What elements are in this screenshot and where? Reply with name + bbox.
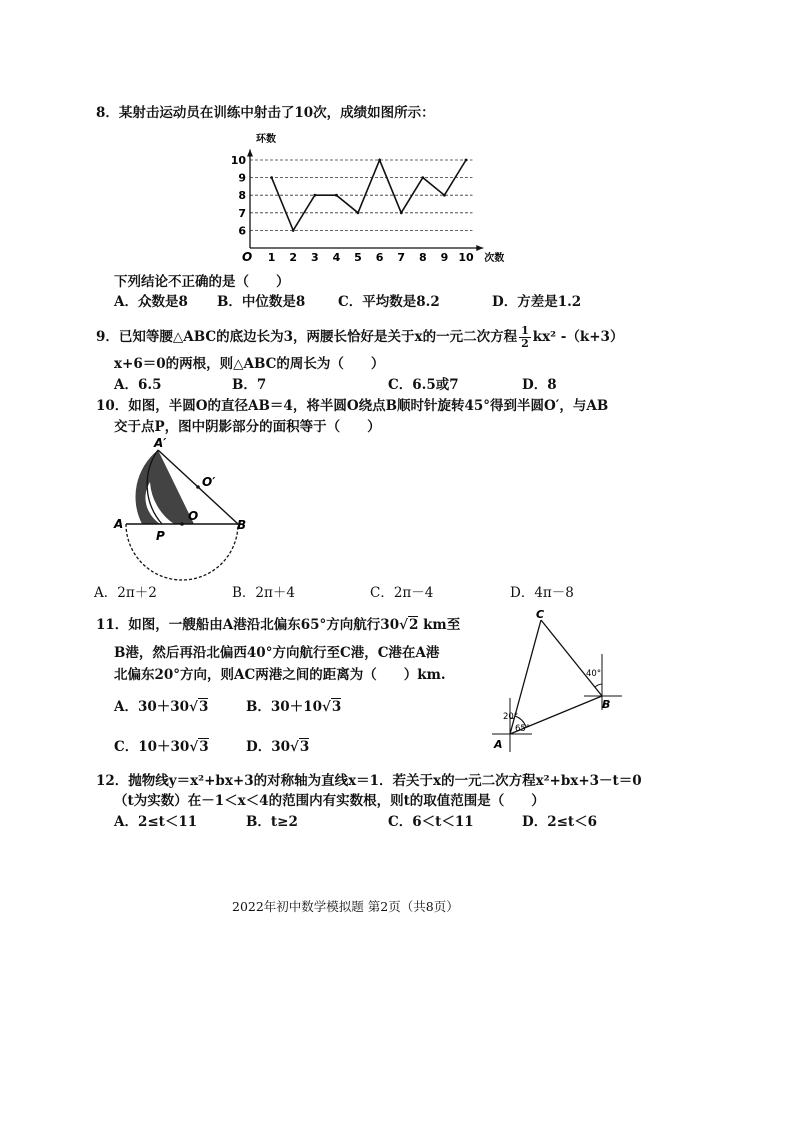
q10-label-o-prime: O′ [202,475,216,489]
chart-y-tick-label: 10 [230,154,246,167]
chart-y-axis-arrow [247,149,253,156]
q9-line1-part-b: kx² -（k+3） [532,329,624,345]
chart-data-point [270,176,273,179]
chart-data-point [313,194,316,197]
q10-label-a: A [114,517,124,531]
chart-x-tick-label: 3 [310,251,319,264]
q8-option-a: A．众数是8 [114,294,188,310]
chart-x-tick-label: 6 [375,251,384,264]
q10-point-o [180,522,184,526]
q11-line2: B港，然后再沿北偏西40°方向航行至C港，C港在A港 [114,645,440,661]
chart-y-tick-label: 7 [238,206,246,220]
q11-label-c: C [536,608,545,621]
q11-label-a: A [494,738,503,751]
q10-label-a-prime: A′ [154,436,167,450]
q9-fraction [519,325,531,350]
q10-option-d: D．4π－8 [510,585,574,601]
q12-option-c: C．6＜t＜11 [388,814,474,830]
chart-x-tick-label: 2 [289,251,298,264]
chart-y-tick-label: 8 [238,189,246,203]
q11-line1-radicand: 2 [408,617,419,633]
chart-data-point [378,159,381,162]
chart-data-point [357,211,360,214]
chart-data-point [400,211,403,214]
q11-option-a-prefix: A．30＋30 [114,699,190,715]
chart-data-point [443,194,446,197]
q11-label-b: B [602,698,611,711]
q11-line1: 11．如图，一艘船由A港沿北偏东65°方向航行30√2 km至 [96,617,461,633]
chart-y-axis-label: 环数 [256,134,276,145]
q9-option-c: C．6.5或7 [388,377,459,393]
q11-angle-arc-40 [595,684,602,687]
chart-x-axis-arrow [476,245,483,251]
chart-x-tick-label: 9 [440,251,449,264]
q9-frac-num: 1 [521,324,529,337]
q10-label-p: P [156,529,165,543]
q11-line1-part-a: 11．如图，一艘船由A港沿北偏东65°方向航行30 [96,617,400,633]
q12-option-d: D．2≤t＜6 [522,814,598,830]
q8-option-d: D．方差是1.2 [492,294,582,310]
chart-x-tick-label: 7 [397,251,406,264]
q11-option-d: D．30√3 [246,739,310,755]
q9-option-d: D．8 [522,377,557,393]
q11-label-65: 65° [515,724,531,734]
chart-data-point [292,229,295,232]
q8-option-b: B．中位数是8 [217,294,306,310]
q11-option-b: B．30＋10√3 [246,699,342,715]
q8-stem: 8．某射击运动员在训练中射击了10次，成绩如图所示： [96,105,435,121]
q11-line1-part-b: km至 [418,617,461,633]
q10-figure [110,436,260,582]
q12-option-a: A．2≤t＜11 [114,814,198,830]
q11-option-c-prefix: C．10＋30 [114,739,190,755]
chart-data-point [421,176,424,179]
q10-shaded-region [135,450,194,524]
q11-option-c: C．10＋30√3 [114,739,209,755]
chart-data-point [335,194,338,197]
q8-option-c: C．平均数是8.2 [338,294,440,310]
q10-option-c: C．2π－4 [370,585,434,601]
q10-line1: 10．如图，半圆O的直径AB＝4，将半圆O绕点B顺时针旋转45°得到半圆O′，与AB [96,398,609,414]
q10-line2: 交于点P，图中阴影部分的面积等于（ ） [114,419,381,435]
q11-label-20: 20° [503,712,519,722]
q9-line1 [96,325,623,350]
q11-label-40: 40° [586,669,602,679]
q9-frac-den: 2 [521,337,529,350]
chart-x-tick-label: 5 [354,251,362,264]
q11-option-b-rad: 3 [331,699,342,715]
q12-line1: 12．抛物线y＝x²+bx+3的对称轴为直线x＝1．若关于x的一元二次方程x²+bx+3－t＝0 [96,773,642,789]
chart-x-tick-label: 4 [332,251,341,264]
q11-option-d-rad: 3 [299,739,310,755]
chart-x-axis-label: 次数 [484,253,505,264]
q11-option-a-rad: 3 [198,699,209,715]
q11-figure [484,606,624,758]
chart-x-tick-label: 8 [418,251,427,264]
q11-option-c-rad: 3 [199,739,209,755]
q11-side-bc [541,620,602,696]
q10-option-b: B．2π＋4 [232,585,295,601]
q9-line2: x+6＝0的两根，则△ABC的周长为（ ） [114,356,385,372]
chart-y-tick-label: 9 [238,171,246,185]
q8-conclusion: 下列结论不正确的是（ ） [114,274,290,290]
q11-option-a: A．30＋30√3 [114,699,209,715]
q12-option-b: B．t≥2 [246,814,298,830]
chart-data-point [465,159,468,162]
q11-line3: 北偏东20°方向，则AC两港之间的距离为（ ）km. [114,667,446,683]
q10-label-b: B [237,518,247,532]
q11-option-b-prefix: B．30＋10 [246,699,322,715]
chart-x-tick-label: 1 [267,251,276,264]
q9-option-a: A．6.5 [114,377,162,393]
chart-x-tick-label: 10 [458,251,474,264]
q12-line2: （t为实数）在－1＜x＜4的范围内有实数根，则t的取值范围是（ ） [114,793,545,809]
q10-semicircle-o [126,524,238,580]
q10-point-o-prime [196,485,200,489]
q10-label-o: O [188,509,199,523]
q8-line-chart [228,130,518,270]
page-footer: 2022年初中数学模拟题 第2页（共8页） [232,899,459,914]
q10-option-a: A．2π＋2 [94,585,157,601]
q9-line1-part-a: 9．已知等腰△ABC的底边长为3，两腰长恰好是关于x的一元二次方程 [96,329,518,345]
chart-y-tick-label: 6 [238,224,246,238]
q11-option-d-prefix: D．30 [246,739,290,755]
chart-origin-label: O [242,250,253,264]
q9-option-b: B．7 [232,377,267,393]
